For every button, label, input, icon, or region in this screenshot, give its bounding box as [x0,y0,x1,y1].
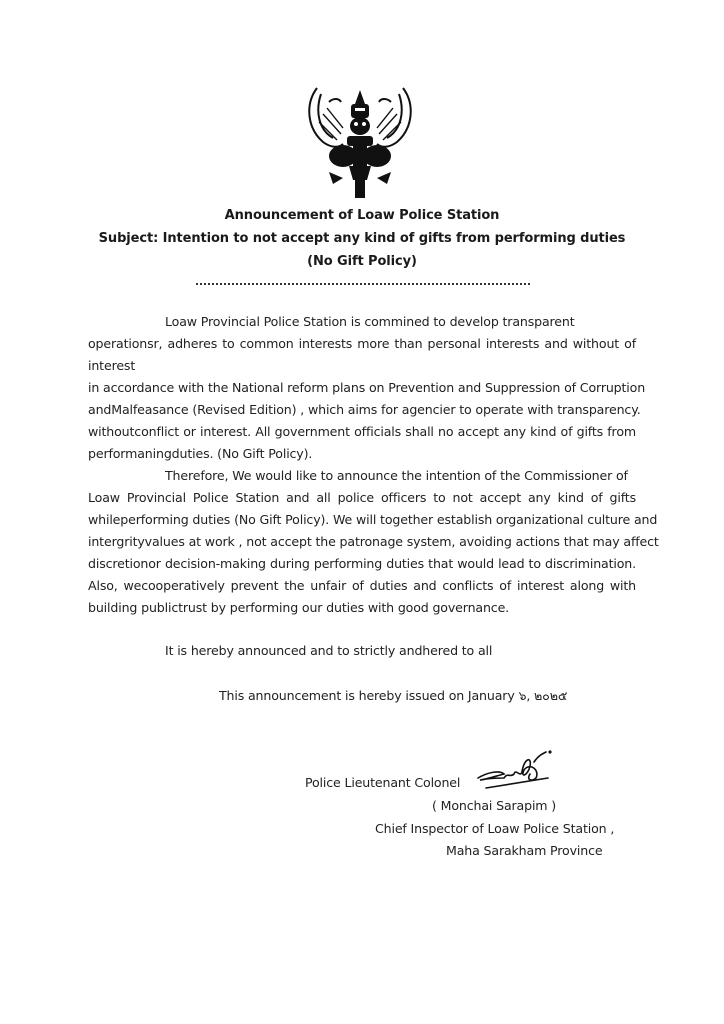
document-policy: (No Gift Policy) [307,254,417,269]
signatory-position: Chief Inspector of Loaw Police Station , [375,821,615,836]
paragraph2-line: Also, wecooperatively prevent the unfair of duties and conflicts of interest along with [88,578,636,593]
paragraph1-line: andMalfeasance (Revised Edition) , which aims for agencier to operate with transparency. [88,402,641,417]
signatory-province: Maha Sarakham Province [446,843,603,858]
paragraph1-line: in accordance with the National reform plans on Prevention and Suppression of Corruption [88,380,646,395]
paragraph2-line: whileperforming duties (No Gift Policy). We will together establish organizational culture and [88,512,658,527]
signatory-rank: Police Lieutenant Colonel [305,775,461,790]
signatory-name: ( Monchai Sarapim ) [432,798,557,813]
signature-icon [474,748,554,792]
paragraph2-line: building publictrust by performing our duties with good governance. [88,600,510,615]
garuda-emblem-icon [303,84,417,202]
paragraph2-line: Loaw Provincial Police Station and all police officers to not accept any kind of gifts [88,490,636,505]
document-title: Announcement of Loaw Police Station [224,208,500,223]
announcement-statement: It is hereby announced and to strictly andhered to all [165,643,493,658]
paragraph1-line: withoutconflict or interest. All government officials shall no accept any kind of gifts from [88,424,636,439]
issue-date: This announcement is hereby issued on January ๖, ๒๐๒๕ [219,688,568,703]
paragraph2-line: discretionor decision-making during performing duties that would lead to discrimination. [88,556,636,571]
paragraph2-line: Therefore, We would like to announce the intention of the Commissioner of [165,468,628,483]
paragraph2-line: intergrityvalues at work , not accept the patronage system, avoiding actions that may affect [88,534,659,549]
paragraph1-line: operationsr, adheres to common interests more than personal interests and without of [88,336,636,351]
paragraph1-line: Loaw Provincial Police Station is commined to develop transparent [165,314,575,329]
paragraph1-line: performaningduties. (No Gift Policy). [88,446,313,461]
document-subject: Subject: Intention to not accept any kind of gifts from performing duties [98,231,626,246]
paragraph1-line: interest [88,358,136,373]
divider-dotted [196,283,530,285]
